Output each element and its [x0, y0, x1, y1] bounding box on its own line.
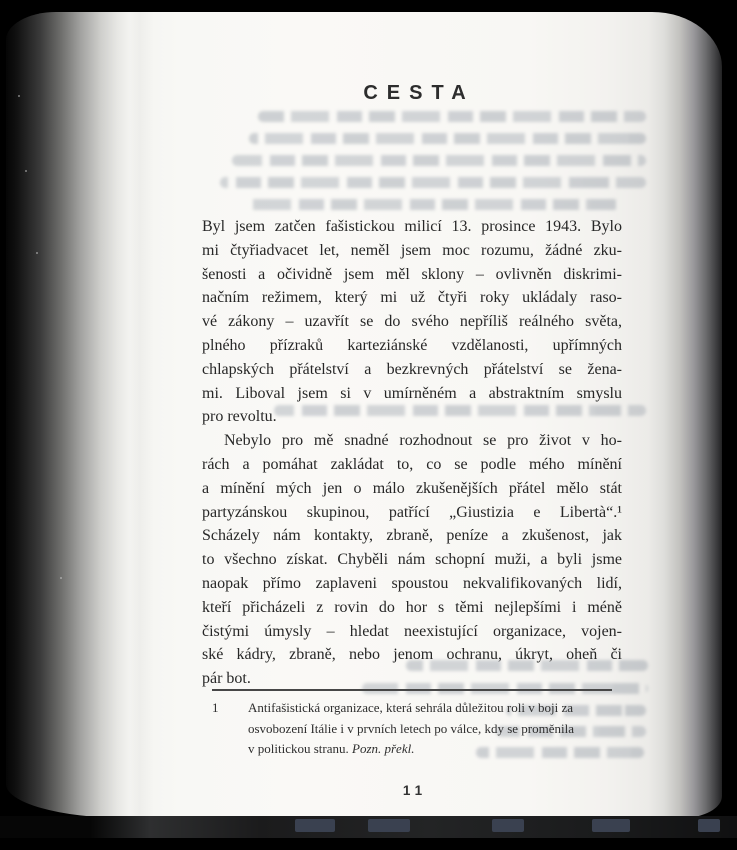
body-text-line: pro revoltu. [202, 408, 277, 426]
showthrough-text-ghost [220, 177, 646, 188]
body-text-line: chlapských přátelství a bezkrevných přátelství se žena- [202, 360, 622, 378]
showthrough-text-ghost [258, 111, 646, 122]
body-text-line: načním režimem, který mi už čtyři roky ukládaly raso- [202, 289, 622, 307]
dust-speck [18, 95, 20, 97]
footnote-line [248, 739, 616, 760]
body-text-line: a mínění mých jen o málo zkušenějších přátel mělo stát [202, 479, 622, 497]
body-text-line: naopak přímo zaplaveni spoustou nekvalifikovaných lidí, [202, 574, 622, 592]
footnote-marker: 1 [212, 700, 219, 715]
body-text-line: partyzánskou skupinou, patřící „Giustizia e Libertà“.¹ [202, 503, 622, 521]
page-stack-patch [295, 819, 335, 832]
footnote-text [248, 698, 616, 760]
dust-speck [25, 170, 27, 172]
body-text-line: čistými úmysly – hledat neexistující organizace, vojen- [202, 622, 622, 640]
page-stack-patch [698, 819, 720, 832]
body-text-line: Scházely nám kontakty, zbraně, peníze a zkušenost, jak [202, 527, 622, 545]
footnote-text-part: v politickou stranu. [248, 741, 349, 757]
footnote-rule [212, 689, 612, 691]
body-text-line: pár bot. [202, 670, 251, 688]
body-text-line: rách a pomáhat zakládat to, co se podle mého mínění [202, 455, 622, 473]
body-text-line: mi. Liboval jsem si v umírněném a abstraktním smyslu [202, 384, 622, 402]
body-text-line: Nebylo pro mě snadné rozhodnout se pro život v ho- [224, 432, 622, 450]
page-stack-edge [0, 816, 737, 838]
body-text [202, 215, 622, 691]
dust-speck [36, 252, 38, 254]
page-stack-patch [592, 819, 630, 832]
showthrough-text-ghost [249, 199, 619, 210]
showthrough-text-ghost [249, 133, 646, 144]
body-text-line: mi čtyřiadvacet let, neměl jsem moc rozumu, žádné zku- [202, 241, 622, 259]
book-page [6, 12, 722, 818]
body-text-line: šenosti a očividně jsem měl sklony – ovlivněn diskrimi- [202, 265, 622, 283]
footnote [212, 698, 616, 760]
body-text-line: ské kádry, zbraně, nebo jenom ochranu, úkryt, oheň či [202, 646, 622, 664]
body-text-line: to všechno získat. Chyběli nám schopní muži, a byli jsme [202, 551, 622, 569]
footnote-line: osvobození Itálie i v prvních letech po válce, kdy se proměnila [248, 720, 574, 736]
body-text-line: plného přízraků karteziánské vzdělanosti, upřímných [202, 336, 622, 354]
showthrough-text-ghost [232, 155, 646, 166]
page-stack-patch [492, 819, 524, 832]
chapter-title: CESTA [363, 82, 475, 104]
footnote-line: Antifašistická organizace, která sehrála důležitou roli v boji za [248, 700, 573, 715]
page-stack-patch [368, 819, 410, 832]
body-text-line: kteří přicházeli z rovin do hor s těmi nejlepšími i méně [202, 598, 622, 616]
footnote-translator-note: Pozn. překl. [352, 741, 415, 757]
body-text-line: vé zákony – uzavřít se do svého nepříliš reálného světa, [202, 313, 622, 331]
page-number: 11 [402, 783, 428, 798]
body-text-line: Byl jsem zatčen fašistickou milicí 13. prosince 1943. Bylo [202, 218, 622, 235]
dust-speck [60, 577, 62, 579]
